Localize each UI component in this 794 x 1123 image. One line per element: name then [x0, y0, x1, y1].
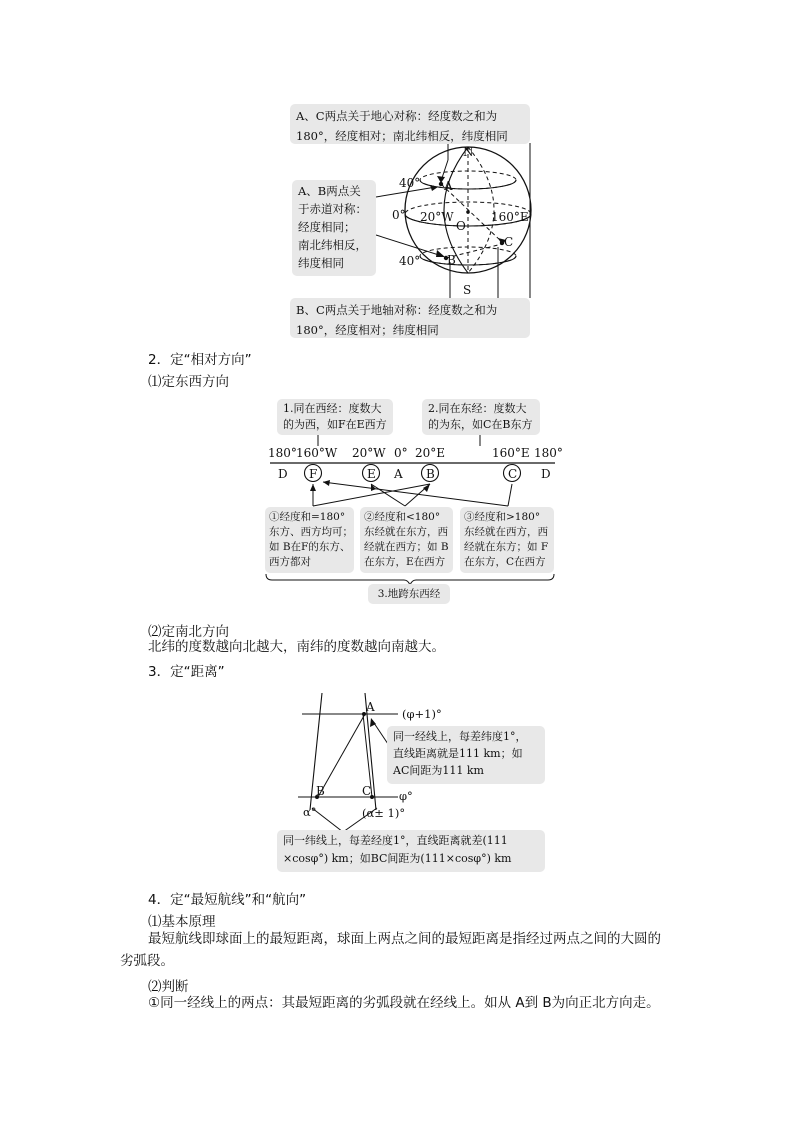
- label-c: C: [504, 235, 514, 249]
- tick-20e: 20°E: [415, 446, 446, 460]
- box-bottom-line2: ×cosφ°) km；如BC间距为(111×cosφ°) km: [283, 852, 512, 865]
- label-n: N: [463, 145, 474, 159]
- tick-180-left: 180°: [268, 446, 297, 460]
- label-lat-s: 40°: [399, 254, 421, 268]
- section-3-heading: 3．定“距离”: [148, 664, 225, 680]
- tick-160w: 160°W: [296, 446, 338, 460]
- box-ac-line2: 180°，经度相对；南北纬相反，纬度相同: [296, 129, 508, 143]
- section-4-heading: 4．定“最短航线”和“航向”: [148, 892, 307, 908]
- note1-line1: ①经度和=180°: [269, 511, 346, 523]
- label-160e: 160°E: [491, 210, 529, 224]
- label-zero: 0°: [392, 208, 406, 222]
- box-ab-line5: 纬度相同: [298, 256, 344, 270]
- letter-e: E: [367, 467, 376, 481]
- note1-line2: 东方、西方均可；: [269, 526, 353, 538]
- section-4-para1-line1: 最短航线即球面上的最短距离，球面上两点之间的最短距离是指经过两点之间的大圆的: [148, 931, 661, 947]
- section-2-sub1: ⑴定东西方向: [148, 374, 229, 390]
- note2-line1: ②经度和<180°: [364, 511, 441, 523]
- label-alpha: α°: [303, 805, 317, 819]
- note3-line1: ③经度和>180°: [464, 511, 541, 523]
- section-4-para1-line2: 劣弧段。: [120, 953, 174, 969]
- letter-f: F: [309, 467, 318, 481]
- label-s: S: [463, 283, 472, 297]
- box-ab-line4: 南北纬相反，: [298, 238, 367, 252]
- tick-0: 0°: [394, 446, 408, 460]
- section-2-sub2: ⑵定南北方向: [148, 624, 229, 640]
- label-o: O: [456, 219, 466, 233]
- label-a: A: [366, 700, 375, 714]
- note2-line2: 东经就在东方，西: [364, 526, 448, 538]
- box-east-line2: 的为东，如C在B东方: [428, 418, 533, 431]
- box-east-line1: 2.同在东经：度数大: [428, 402, 527, 415]
- note2-line3: 经就在西方；如 B: [364, 541, 449, 553]
- box-right-line1: 同一经线上，每差纬度1°，: [393, 730, 527, 743]
- box-ab-line1: A、B两点关: [298, 184, 361, 198]
- section-2-heading: 2．定“相对方向”: [148, 352, 252, 368]
- label-lat-n: 40°: [399, 176, 421, 190]
- tick-20w: 20°W: [352, 446, 386, 460]
- box-bc-line2: 180°，经度相对；纬度相同: [296, 323, 439, 337]
- box-west-line2: 的为西，如F在E西方: [283, 418, 387, 431]
- label-a: A: [444, 179, 453, 193]
- letter-c: C: [508, 467, 518, 481]
- box-west-line1: 1.同在西经：度数大: [283, 402, 382, 415]
- note3-line3: 经就在东方；如 F: [464, 541, 549, 553]
- letter-a: A: [394, 467, 403, 481]
- label-c: C: [362, 784, 372, 798]
- note2-line4: 在东方，E在西方: [364, 556, 446, 568]
- box-ab-line2: 于赤道对称：: [298, 202, 367, 216]
- tick-160e: 160°E: [492, 446, 530, 460]
- footer-cross-meridian: 3.地跨东西经: [368, 584, 450, 604]
- letter-d-left: D: [278, 467, 288, 481]
- box-bottom-line1: 同一纬线上，每差经度1°，直线距离就差(111: [283, 834, 508, 847]
- box-right-line2: 直线距离就是111 km；如: [393, 747, 523, 760]
- label-b: B: [316, 784, 325, 798]
- label-alpha-pm: (α± 1)°: [362, 806, 406, 820]
- tick-180-right: 180°: [534, 446, 563, 460]
- box-parallel-distance: [277, 830, 545, 872]
- note3-line4: 在东方，C在西方: [464, 556, 546, 568]
- note1-line4: 西方都对: [269, 556, 311, 568]
- north-south-text: 北纬的度数越向北越大，南纬的度数越向南越大。: [148, 639, 445, 655]
- label-phi-plus-1: (φ+1)°: [402, 707, 442, 721]
- label-20w: 20°W: [420, 210, 454, 224]
- note1-line3: 如 B在F的东方、: [269, 541, 351, 553]
- box-meridian-distance: [387, 726, 545, 784]
- label-phi: φ°: [399, 789, 413, 803]
- letter-d-right: D: [541, 467, 551, 481]
- section-4-sub2: ⑵判断: [148, 979, 189, 995]
- label-b: B: [447, 253, 456, 267]
- box-ab-line3: 经度相同；: [298, 220, 356, 234]
- section-4-sub1: ⑴基本原理: [148, 914, 216, 930]
- note3-line2: 东经就在西方，西: [464, 526, 548, 538]
- letter-b: B: [426, 467, 435, 481]
- section-4-para2: ①同一经线上的两点：其最短距离的劣弧段就在经线上。如从 A到 B为向正北方向走。: [148, 995, 660, 1011]
- box-ac-line1: A、C两点关于地心对称：经度数之和为: [296, 109, 498, 123]
- box-bc-line1: B、C两点关于地轴对称：经度数之和为: [296, 303, 498, 317]
- box-right-line3: AC间距为111 km: [393, 764, 484, 777]
